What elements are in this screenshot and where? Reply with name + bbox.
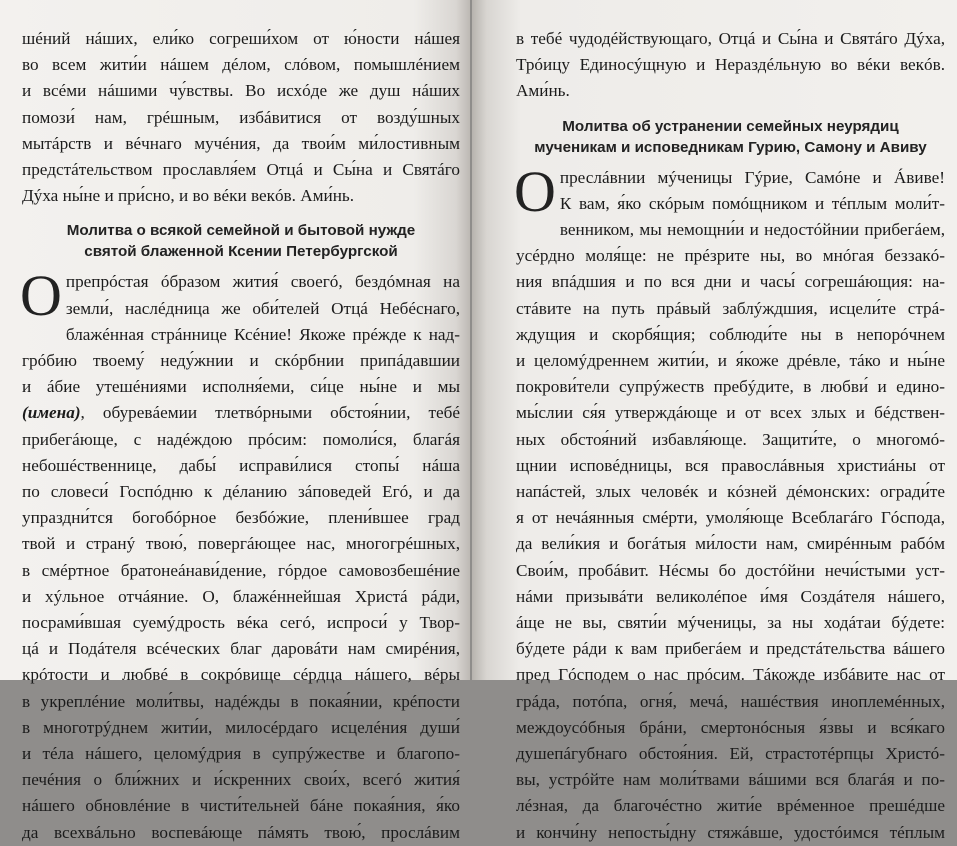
text-line: по словеси́ Госпóдню к дéланию зáповедей Егó, и да [22,482,460,502]
text-line: прибегáюще, с надéждою прóсим: помоли́ся, благáя [22,429,460,449]
text-line: упраздни́тся богобóрное безбóжие, плени́вшее град [22,508,460,528]
text-line: мытáрств и вéчнаго мучéния, да твои́м ми́лостивным [22,133,460,153]
text-line: я от нечáянныя смéрти, умоля́юще Всеблагáго Гóспода, [516,508,945,528]
text-line: ных обстоя́ний избавля́юще. Защити́те, о многомó- [516,429,945,449]
text-line: Трóицу Единосýщную и Нераздéльную во вéки векóв. [516,55,945,75]
text-line: небошéственнице, дабы́ исправи́лися стопы́ нáша [22,455,460,475]
text-line: твой и странý твою́, повергáющее нас, многогрéшных, [22,534,460,554]
names-placeholder: (имена) [22,403,81,423]
text-line: ждущия и скорбя́щия; соблюди́те ны в непорóчнем [516,324,945,344]
text-line: Ами́нь. [516,81,570,101]
text-line: стáвите на путь прáвый заблýждшия, исцели́те стрá- [516,298,945,318]
text-line: предстáтельством прославля́ем Отцá и Сы́на и Святáго [22,160,460,180]
left-intro-paragraph [22,26,460,209]
prayer-xenia-paragraph [20,263,460,845]
text-line: в многотрýднем жити́и, милосéрдаго исцелéния души́ [22,717,460,737]
text-line: и áбие утешéниями исполня́еми, си́це ны́не и мы [22,377,460,397]
text-line: мы́слии ся́я утверждáюще и от всех злых и бéдствен- [516,403,945,423]
prayer-heading-martyrs [516,116,945,158]
heading-line: мученикам и исповедникам Гурию, Самону и Авиву [534,138,927,156]
text-line: напáстей, злых человéк и кóзней дéмонских: огради́те [516,482,945,502]
text-line: во всем жити́и нáшем дéлом, слóвом, помышлéнием [22,55,460,75]
prayer-heading-xenia [22,220,460,262]
text-line: помози́ нам, грéшным, избáвитися от возду́шных [22,107,460,127]
text-line: и целомýдреннем жити́и, и я́коже дрéвле, тáко и ны́не [516,351,945,371]
text-line: препрóстая óбразом жития́ своегó, бездóмная на [65,272,460,292]
left-page [0,0,470,842]
text-line: посрами́вшая суемýдрость вéка сегó, испроси́ у Твор- [22,613,460,633]
text-line: крóтости и любвé в сокрóвище сéрдца нáшего, вéры [22,665,460,685]
text-line: вы, устрóйте нам моли́твами вáшими вся благáя и по- [516,770,945,790]
text-line: усéрдно моля́ще: не прéзрите ны, во мнóгая беззакó- [516,246,945,266]
text-line: грáда, потóпа, огня́, мечá, нашéствия иноплемéнных, [516,691,945,711]
heading-line: святой блаженной Ксении Петербургской [84,243,398,261]
text-line: да вели́кия и богáтыя ми́лости нам, смирéнным рабóм [516,534,945,554]
text-line: блажéнная стрáннице Ксéние! Якоже прéжде к над- [65,324,460,344]
text-line: грóбию твоему́ неду́жнии и скóрбнии припáдавшии [22,351,460,371]
right-intro-paragraph [516,26,945,105]
text-line: в смéртное братонеáнави́дение, гóрдое самовозбешéние [22,560,460,580]
text-line: в тебé чудодéйствующаго, Отцá и Сы́на и Святáго Дýха, [516,29,945,48]
text-line: áще не вы, святи́и мýченицы, за ны ходáтаи бýдете: [516,613,945,633]
drop-cap: О [514,158,556,224]
text-line: (имена), обуревáемии тлетвóрными обстоя́нии, тебé [22,403,460,423]
text-line: и хýльное отчáяние. О, блажéннейшая Христá рáди, [22,586,460,606]
text-line: пред Гóсподем о нас прóсим. Тáкожде избáвите нас от [516,665,945,685]
text-line: в укреплéние моли́твы, надéжды в покая́нии, крéпости [22,691,460,711]
text-line: Дýха ны́не и при́сно, и во вéки векóв. Ами́нь. [22,186,355,206]
text-line: преслáвнии мýченицы Гýрие, Самóне и Áвиве! [559,167,945,187]
text-line: щнии исповéдницы, вся правослáвныя христиáны от [516,455,945,475]
text-line: печéния о бли́жних и и́скренних свои́х, всегó жития́ [22,770,460,790]
text-line: и всéми нáшими чу́вствы. Во исхóде же душ нáших [22,81,460,101]
text-line: нáми призывáти великолéпое и́мя Создáтеля нáшего, [516,586,945,606]
text-line: земли́, наслéдница же оби́телей Отцá Небéснаго, [65,298,460,318]
drop-cap: О [20,263,62,329]
text-line: душепáгубнаго обстоя́ния. Ей, страстотéрпцы Христó- [516,744,945,764]
text-line: К вам, я́ко скóрым помóщником и тéплым моли́т- [559,193,945,213]
text-line: и тéла нáшего, целомýдрия в супрýжестве и благопо- [22,744,460,764]
heading-line: Молитва о всякой семейной и бытовой нужде [66,222,416,240]
text-line: покрови́тели супрýжеств пребýдите, в любви́ и едино- [516,377,945,397]
text-line: нáшего обновлéние в чисти́тельней бáне покая́ния, я́ко [22,796,460,816]
text-line: лéзная, да благочéстно жити́е врéменное прешéдше [516,796,945,816]
text-line: Свои́м, пробáвит. Нéсмы бо достóйни нечи́стыми уст- [516,560,945,580]
text-line: и кончи́ну непосты́дну стяжáвше, удостóимся тéплым [516,822,945,842]
text-line: шéний нáших, ели́ко согреши́хом от ю́ности нáшея [22,29,460,48]
text-line: венником, мы немощни́и и недостóйнии прибегáем, [559,220,945,240]
text-line: цá и Подáтеля всéческих благ даровáти нам смирéния, [22,639,460,659]
prayer-martyrs-paragraph [514,158,945,846]
right-page [472,0,957,842]
heading-line: Молитва об устранении семейных неурядиц [562,117,899,135]
text-line: ния впáдшия и по вся дни и часы́ согрешáющия: на- [516,272,945,292]
text-line: междоусóбныя брáни, смертонóсныя я́звы и вся́каго [516,717,945,737]
text-line: бýдете рáди к вам прибегáем и предстáтельства вáшего [516,639,945,659]
text-line: да всехвáльно воспевáюще пáмять твою́, прослáвим [22,822,460,842]
